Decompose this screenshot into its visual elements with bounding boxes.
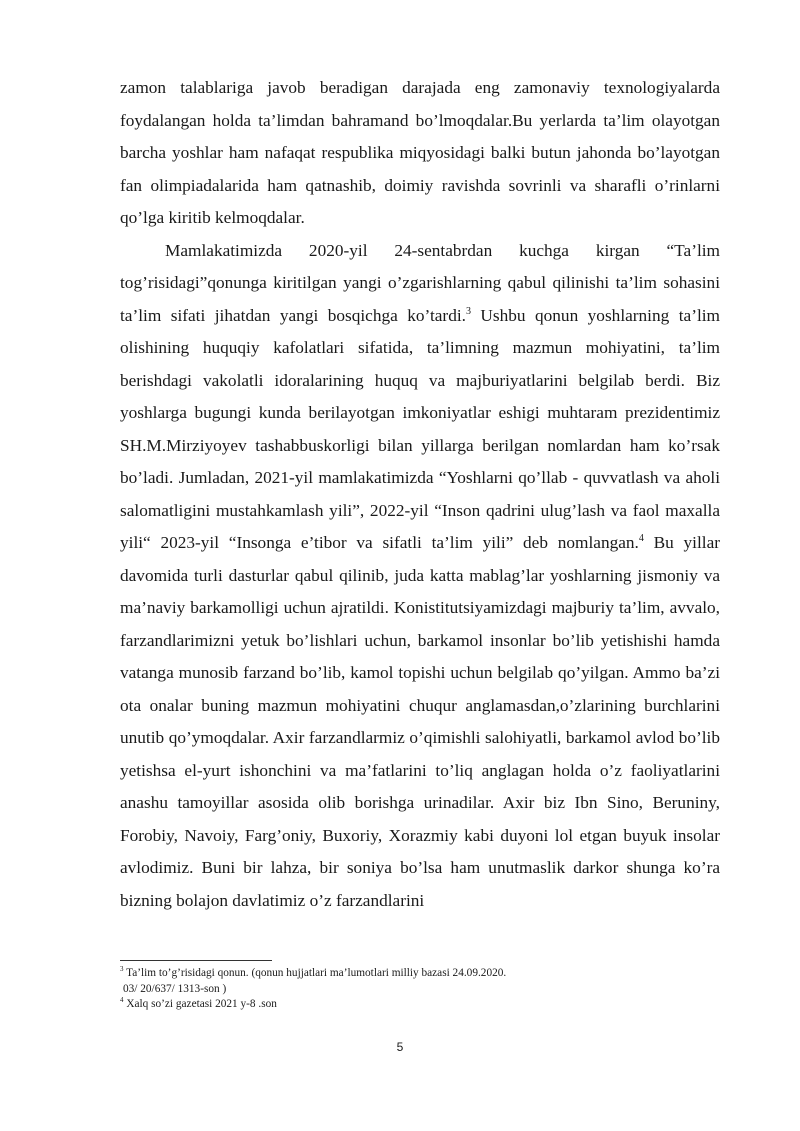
footnote-ref-4[interactable]: 4 <box>638 533 644 545</box>
footnote-ref-3[interactable]: 3 <box>465 305 471 317</box>
paragraph-1 <box>120 72 720 235</box>
footnote-3-marker: 3 <box>120 965 124 974</box>
footnote-4-marker: 4 <box>120 996 124 1005</box>
paragraph-1-text: zamon talablariga javob beradigan darajada eng zamonaviy texnologiyalarda foydalangan holda ta’limdan bahramand bo’lmoqdalar.Bu yerlarda ta’lim olayotgan barcha yoshlar ham nafaqat respublika miqyosidagi balki butun jahonda bo’layotgan fan olimpiadalarida ham qatnashib, doimiy ravishda sovrinli va sharafli o’rinlarni qo’lga kiritib kelmoqdalar. <box>120 78 720 227</box>
paragraph-2-text-c: Bu yillar davomida turli dasturlar qabul qilinib, juda katta mablag’lar yoshlarning jismoniy va ma’naviy barkamolligi uchun ajratildi. Konistitutsiyamizdagi majburiy ta’lim, avvalo, farzandlarimizni yetuk bo’lishlari uchun, barkamol insonlar bo’lib yetishishi hamda vatanga munosib farzand bo’lib, kamol topishi uchun belgilab qo’yilgan. Ammo ba’zi ota onalar buning mazmun mohiyatini chuqur anglamasdan,o’zlarining burchlarini unutib qo’ymoqdalar. Axir farzandlarmiz o’qimishli salohiyatli, barkamol avlod bo’lib yetishsa el-yurt ishonchini va ma’fatlarini to’liq anglagan holda o’z faoliyatlarini anashu tamoyillar asosida olib borishga urinadilar. Axir biz Ibn Sino, Beruniny, Forobiy, Navoiy, Farg’oniy, Buxoriy, Xorazmiy kabi duyoni lol etgan buyuk insolar avlodimiz. Buni bir lahza, bir soniya bo’lsa ham unutmaslik darkor shunga ko’ra bizning bolajon davlatimiz o’z farzandlarini <box>120 533 720 910</box>
footnote-3-continuation: 03/ 20/637/ 1313-son ) <box>123 982 227 995</box>
footnote-3 <box>120 966 720 982</box>
paragraph-2 <box>120 235 720 918</box>
paragraph-2-text-a: Mamlakatimizda 2020-yil 24-sentabrdan kuchga kirgan “Ta’lim tog’risidagi”qonunga kiritilgan yangi o’zgarishlarning qabul qilinishi ta’lim sohasini ta’lim sifati jihatdan yangi bosqichga ko’tardi. <box>120 240 720 325</box>
page-number: 5 <box>396 1040 404 1054</box>
footnotes <box>120 966 720 1013</box>
footnote-4 <box>120 997 720 1013</box>
footnote-separator <box>120 960 272 961</box>
footnote-3-text: Ta’lim to’g’risidagi qonun. (qonun hujjatlari ma’lumotlari milliy bazasi 24.09.2020. <box>123 967 507 979</box>
footnote-4-text: Xalq so’zi gazetasi 2021 y-8 .son <box>123 998 277 1010</box>
document-body <box>120 72 720 917</box>
paragraph-2-text-b: Ushbu qonun yoshlarning ta’lim olishining huquqiy kafolatlari sifatida, ta’limning mazmun mohiyatini, ta’lim berishdagi vakolatli idoralarining huquq va majburiyatlarini belgilab berdi. Biz yoshlarga bugungi kunda berilayotgan imkoniyatlar eshigi muhtaram prezidentimiz SH.M.Mirziyoyev tashabbuskorligi bilan yillarga berilgan nomlardan ham ko’rsak bo’ladi. Jumladan, 2021-yil mamlakatimizda “Yoshlarni qo’llab - quvvatlash va aholi salomatligini mustahkamlash yili”, 2022-yil “Inson qadrini ulug’lash va faol maxalla yili“ 2023-yil “Insonga e’tibor va sifatli ta’lim yili” deb nomlangan. <box>120 305 720 552</box>
